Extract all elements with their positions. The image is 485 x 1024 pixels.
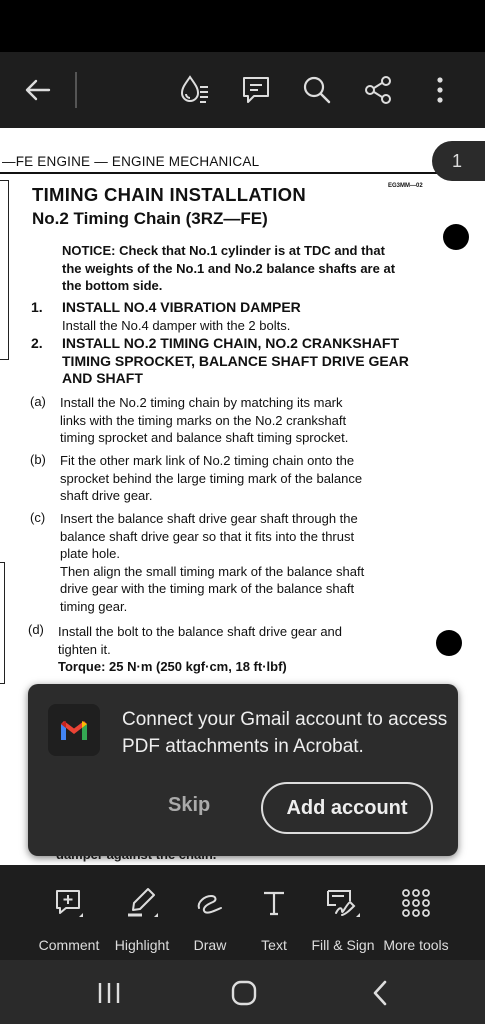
substep-line: Install the No.2 timing chain by matching its mark bbox=[60, 395, 343, 410]
substep-line: plate hole. bbox=[60, 546, 120, 561]
text-icon bbox=[254, 883, 294, 923]
toast-message: Connect your Gmail account to access PDF attachments in Acrobat. bbox=[122, 709, 448, 757]
add-account-button[interactable]: Add account bbox=[261, 782, 433, 834]
gmail-logo-icon bbox=[48, 704, 100, 756]
header-rule bbox=[0, 172, 485, 174]
step-text: Install the No.4 damper with the 2 bolts. bbox=[62, 317, 291, 333]
substep-line: Fit the other mark link of No.2 timing chain onto the bbox=[60, 453, 355, 468]
tool-label: Text bbox=[261, 937, 287, 953]
margin-bracket bbox=[0, 180, 9, 360]
document-code: EG3MM—02 bbox=[388, 183, 423, 189]
notice-line: Check that No.1 cylinder is at TDC and that bbox=[119, 243, 385, 258]
bottom-tools-bar bbox=[0, 865, 485, 960]
substep-line: tighten it. bbox=[58, 641, 111, 657]
page-number-badge[interactable]: 1 bbox=[432, 141, 485, 181]
substep-c bbox=[60, 510, 364, 615]
status-bar bbox=[0, 0, 485, 52]
back-nav-icon[interactable] bbox=[363, 976, 397, 1010]
substep-label: (d) bbox=[28, 622, 44, 637]
tool-label: More tools bbox=[383, 937, 449, 953]
step-2-title bbox=[62, 335, 409, 388]
substep-label: (c) bbox=[30, 510, 46, 525]
torque-spec: Torque: 25 N·m (250 kgf·cm, 18 ft·lbf) bbox=[58, 659, 287, 674]
substep-line: Install the bolt to the balance shaft drive gear and bbox=[58, 624, 343, 639]
share-icon[interactable] bbox=[360, 72, 396, 108]
step-title-line: AND SHAFT bbox=[62, 370, 143, 386]
substep-b bbox=[60, 452, 362, 505]
step-number: 2. bbox=[31, 335, 43, 351]
fill-sign-icon bbox=[323, 883, 363, 923]
tool-label: Highlight bbox=[114, 937, 170, 953]
comment-add-icon bbox=[49, 883, 89, 923]
search-icon[interactable] bbox=[299, 72, 335, 108]
top-app-bar bbox=[0, 52, 485, 128]
section-header: —FE ENGINE — ENGINE MECHANICAL bbox=[2, 154, 260, 169]
substep-line: balance shaft drive gear so that it fits into the thrust bbox=[60, 528, 355, 544]
substep-label: (a) bbox=[30, 394, 46, 409]
tool-label: Comment bbox=[38, 937, 100, 953]
tool-draw[interactable] bbox=[186, 883, 234, 953]
home-icon[interactable] bbox=[227, 976, 261, 1010]
tool-label: Draw bbox=[193, 937, 227, 953]
tool-text[interactable] bbox=[250, 883, 298, 953]
substep-label: (b) bbox=[30, 452, 46, 467]
step-title-line: INSTALL NO.2 TIMING CHAIN, NO.2 CRANKSHAFT bbox=[62, 335, 400, 351]
substep-a bbox=[60, 394, 348, 447]
grid-dots-icon bbox=[396, 883, 436, 923]
substep-line: drive gear with the timing mark of the balance shaft bbox=[60, 581, 355, 596]
step-1 bbox=[62, 299, 301, 334]
more-vertical-icon[interactable] bbox=[422, 72, 458, 108]
liquid-mode-icon[interactable] bbox=[176, 72, 212, 108]
document-subtitle: No.2 Timing Chain (3RZ—FE) bbox=[32, 209, 268, 228]
substep-d bbox=[58, 623, 342, 676]
margin-bracket bbox=[0, 562, 5, 684]
highlighter-icon bbox=[122, 883, 162, 923]
substep-line: sprocket behind the large timing mark of the balance bbox=[60, 470, 363, 486]
comment-bubble-icon[interactable] bbox=[238, 72, 274, 108]
substep-line: timing gear. bbox=[60, 598, 128, 614]
step-title-line: TIMING SPROCKET, BALANCE SHAFT DRIVE GEAR bbox=[62, 352, 409, 369]
tool-comment[interactable] bbox=[39, 883, 99, 953]
notice-label: NOTICE: bbox=[62, 243, 116, 258]
recent-apps-icon[interactable] bbox=[92, 976, 126, 1010]
notice-line: the bottom side. bbox=[62, 278, 163, 293]
toolbar-divider bbox=[75, 72, 77, 108]
step-number: 1. bbox=[31, 299, 43, 315]
tool-label: Fill & Sign bbox=[311, 937, 375, 953]
tool-highlight[interactable] bbox=[112, 883, 172, 953]
hole-punch bbox=[443, 224, 469, 250]
draw-icon bbox=[190, 883, 230, 923]
skip-button[interactable]: Skip bbox=[168, 794, 211, 816]
substep-line: timing sprocket and balance shaft timing sprocket. bbox=[60, 430, 349, 445]
tool-fill-sign[interactable] bbox=[311, 883, 375, 953]
substep-line: Insert the balance shaft drive gear shaft through the bbox=[60, 511, 358, 526]
gmail-connect-toast bbox=[28, 684, 458, 856]
hole-punch bbox=[436, 630, 462, 656]
step-title: INSTALL NO.4 VIBRATION DAMPER bbox=[62, 299, 301, 315]
substep-line: Then align the small timing mark of the balance shaft bbox=[60, 563, 365, 579]
tool-more[interactable] bbox=[383, 883, 449, 953]
notice-paragraph bbox=[62, 242, 395, 295]
notice-line: the weights of the No.1 and No.2 balance shafts are at bbox=[62, 260, 396, 276]
document-title: TIMING CHAIN INSTALLATION bbox=[32, 184, 307, 205]
system-nav-bar bbox=[0, 960, 485, 1024]
back-arrow-icon[interactable] bbox=[20, 72, 56, 108]
substep-line: links with the timing marks on the No.2 crankshaft bbox=[60, 412, 347, 428]
substep-line: shaft drive gear. bbox=[60, 488, 153, 503]
